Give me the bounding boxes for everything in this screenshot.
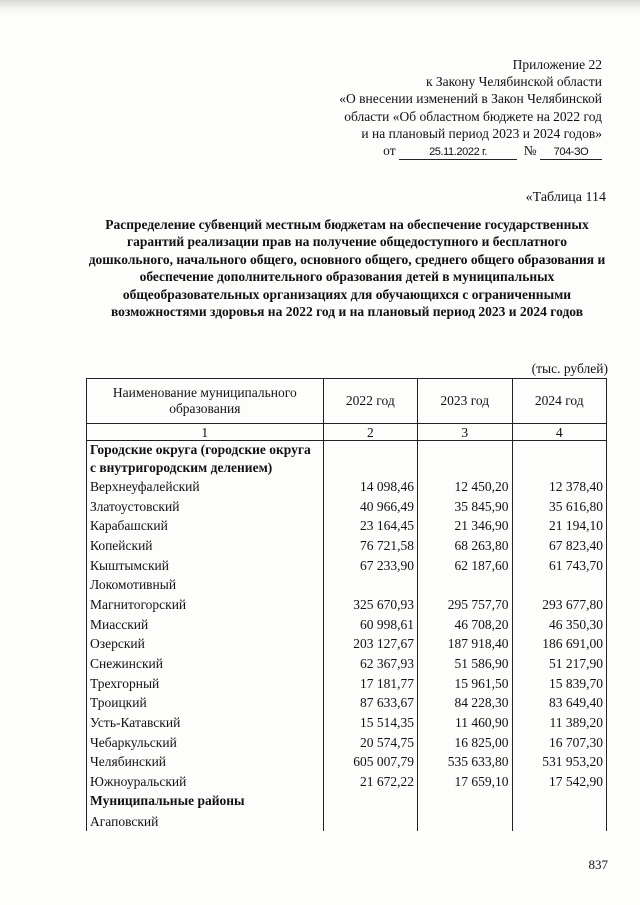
appendix-line: Приложение 22 bbox=[512, 57, 602, 72]
column-number: 2 bbox=[323, 424, 417, 441]
table-row bbox=[87, 536, 607, 556]
amount-cell: 293 677,80 bbox=[512, 595, 607, 615]
municipality-name: Агаповский bbox=[87, 812, 324, 832]
table-row bbox=[87, 615, 607, 635]
municipality-name: Кыштымский bbox=[87, 556, 324, 576]
table-row bbox=[87, 575, 607, 595]
amount-cell: 203 127,67 bbox=[323, 635, 417, 655]
page-number: 837 bbox=[588, 857, 608, 872]
document-title: Распределение субвенций местным бюджетам на обеспечение государственных гарантий реализации прав на получение общедоступного и бесплатного дошкольного, начального общего, основного общего, среднего общего образования и обеспечение дополнительного образования детей в муниципальных общеобразовательных организациях для обучающихся с ограниченными возможностями здоровья на 2022 год и на плановый период 2023 и 2024 годов bbox=[88, 217, 606, 320]
amount-cell: 21 194,10 bbox=[512, 516, 607, 536]
number-prefix: № bbox=[523, 143, 537, 159]
date-prefix: от bbox=[383, 143, 396, 159]
appendix-line: к Закону Челябинской области bbox=[425, 74, 602, 90]
municipality-name: Карабашский bbox=[87, 516, 324, 536]
municipality-name: Копейский bbox=[87, 536, 324, 556]
amount-cell: 15 514,35 bbox=[323, 713, 417, 733]
empty-cell bbox=[418, 441, 512, 478]
section-title: Муниципальные районы bbox=[87, 792, 324, 812]
amount-cell: 531 953,20 bbox=[512, 753, 607, 773]
appendix-line: области «Об областном бюджете на 2022 год bbox=[344, 108, 602, 124]
municipality-name: Южноуральский bbox=[87, 772, 324, 792]
amount-cell: 186 691,00 bbox=[512, 635, 607, 655]
amount-cell: 11 389,20 bbox=[512, 713, 607, 733]
amount-cell: 51 217,90 bbox=[512, 654, 607, 674]
table-row bbox=[87, 595, 607, 615]
table-row bbox=[87, 556, 607, 576]
appendix-header bbox=[260, 56, 602, 160]
amount-cell: 40 966,49 bbox=[323, 497, 417, 517]
empty-cell bbox=[323, 441, 417, 478]
amount-cell: 295 757,70 bbox=[418, 595, 512, 615]
municipality-name: Миасский bbox=[87, 615, 324, 635]
amount-cell: 67 823,40 bbox=[512, 536, 607, 556]
table-row bbox=[87, 753, 607, 773]
municipality-name: Челябинский bbox=[87, 753, 324, 773]
table-row bbox=[87, 713, 607, 733]
table-row bbox=[87, 694, 607, 714]
municipality-name: Магнитогорский bbox=[87, 595, 324, 615]
empty-cell bbox=[418, 792, 512, 812]
amount-cell: 46 708,20 bbox=[418, 615, 512, 635]
amount-cell: 61 743,70 bbox=[512, 556, 607, 576]
empty-cell bbox=[512, 792, 607, 812]
header-2023: 2023 год bbox=[418, 379, 512, 424]
table-body bbox=[87, 424, 607, 832]
amount-cell bbox=[512, 812, 607, 832]
table-reference: «Таблица 114 bbox=[525, 190, 606, 205]
section-row bbox=[87, 441, 607, 478]
column-number: 4 bbox=[512, 424, 607, 441]
amount-cell bbox=[418, 812, 512, 832]
table-row bbox=[87, 477, 607, 497]
amount-cell: 605 007,79 bbox=[323, 753, 417, 773]
amount-cell: 15 839,70 bbox=[512, 674, 607, 694]
municipality-name: Трехгорный bbox=[87, 674, 324, 694]
amount-cell: 76 721,58 bbox=[323, 536, 417, 556]
law-date: 25.11.2022 г. bbox=[399, 145, 517, 160]
amount-cell: 12 378,40 bbox=[512, 477, 607, 497]
amount-cell: 21 672,22 bbox=[323, 772, 417, 792]
units-label: (тыс. рублей) bbox=[531, 361, 608, 376]
table-row bbox=[87, 674, 607, 694]
amount-cell: 68 263,80 bbox=[418, 536, 512, 556]
amount-cell: 83 649,40 bbox=[512, 694, 607, 714]
municipality-name: Локомотивный bbox=[87, 575, 324, 595]
amount-cell: 11 460,90 bbox=[418, 713, 512, 733]
amount-cell bbox=[418, 575, 512, 595]
municipality-name: Златоустовский bbox=[87, 497, 324, 517]
column-number-row bbox=[87, 424, 607, 441]
table-header-row bbox=[87, 379, 607, 424]
scan-edge bbox=[0, 0, 640, 14]
amount-cell: 35 616,80 bbox=[512, 497, 607, 517]
amount-cell: 51 586,90 bbox=[418, 654, 512, 674]
amount-cell: 62 187,60 bbox=[418, 556, 512, 576]
column-number: 1 bbox=[87, 424, 324, 441]
table-row bbox=[87, 772, 607, 792]
amount-cell: 17 659,10 bbox=[418, 772, 512, 792]
municipality-name: Озерский bbox=[87, 635, 324, 655]
amount-cell: 16 825,00 bbox=[418, 733, 512, 753]
amount-cell: 62 367,93 bbox=[323, 654, 417, 674]
amount-cell bbox=[323, 812, 417, 832]
empty-cell bbox=[512, 441, 607, 478]
amount-cell: 84 228,30 bbox=[418, 694, 512, 714]
amount-cell: 46 350,30 bbox=[512, 615, 607, 635]
amount-cell: 21 346,90 bbox=[418, 516, 512, 536]
amount-cell bbox=[323, 575, 417, 595]
empty-cell bbox=[323, 792, 417, 812]
amount-cell: 67 233,90 bbox=[323, 556, 417, 576]
law-number: 704-ЗО bbox=[540, 145, 602, 160]
municipality-name: Верхнеуфалейский bbox=[87, 477, 324, 497]
amount-cell: 17 542,90 bbox=[512, 772, 607, 792]
table-row bbox=[87, 516, 607, 536]
amount-cell: 35 845,90 bbox=[418, 497, 512, 517]
column-number: 3 bbox=[418, 424, 512, 441]
amount-cell: 14 098,46 bbox=[323, 477, 417, 497]
amount-cell: 325 670,93 bbox=[323, 595, 417, 615]
table-row bbox=[87, 733, 607, 753]
amount-cell: 87 633,67 bbox=[323, 694, 417, 714]
law-date-line bbox=[260, 142, 602, 160]
section-row bbox=[87, 792, 607, 812]
amount-cell: 23 164,45 bbox=[323, 516, 417, 536]
municipality-name: Чебаркульский bbox=[87, 733, 324, 753]
amount-cell: 535 633,80 bbox=[418, 753, 512, 773]
municipality-name: Усть-Катавский bbox=[87, 713, 324, 733]
municipality-name: Снежинский bbox=[87, 654, 324, 674]
amount-cell bbox=[512, 575, 607, 595]
header-2024: 2024 год bbox=[512, 379, 607, 424]
amount-cell: 17 181,77 bbox=[323, 674, 417, 694]
header-2022: 2022 год bbox=[323, 379, 417, 424]
appendix-line: «О внесении изменений в Закон Челябинской bbox=[339, 91, 602, 107]
amount-cell: 15 961,50 bbox=[418, 674, 512, 694]
table-row bbox=[87, 654, 607, 674]
amount-cell: 12 450,20 bbox=[418, 477, 512, 497]
municipality-name: Троицкий bbox=[87, 694, 324, 714]
appendix-line: и на плановый период 2023 и 2024 годов» bbox=[361, 125, 602, 141]
amount-cell: 60 998,61 bbox=[323, 615, 417, 635]
section-title: Городские округа (городские округа с внутригородским делением) bbox=[87, 441, 324, 478]
table-row bbox=[87, 812, 607, 832]
table-row bbox=[87, 497, 607, 517]
subsidy-table bbox=[86, 378, 607, 831]
header-name: Наименование муниципального образования bbox=[87, 379, 324, 424]
table-row bbox=[87, 635, 607, 655]
amount-cell: 20 574,75 bbox=[323, 733, 417, 753]
amount-cell: 187 918,40 bbox=[418, 635, 512, 655]
amount-cell: 16 707,30 bbox=[512, 733, 607, 753]
